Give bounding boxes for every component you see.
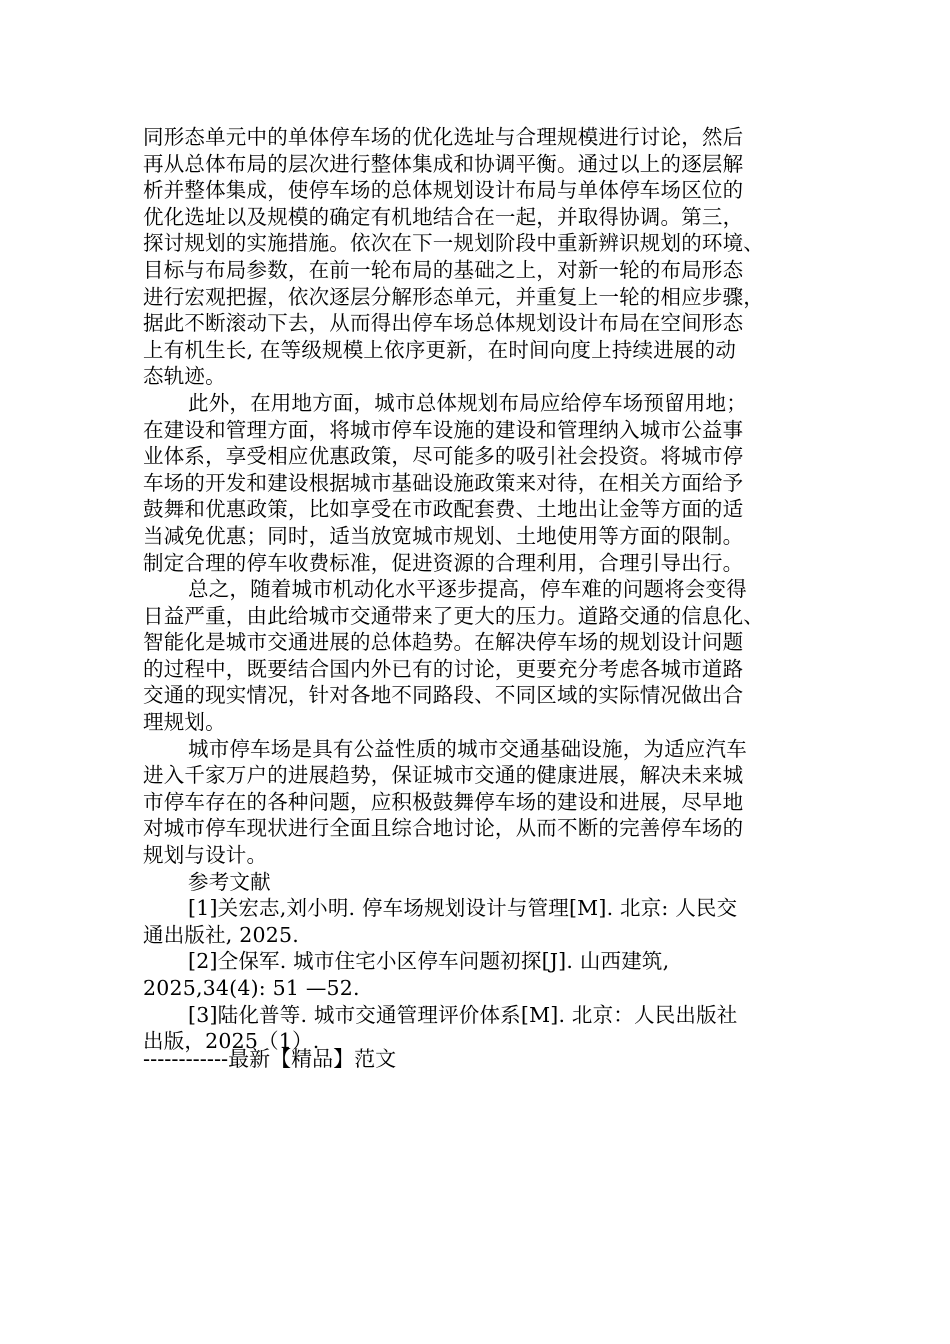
text-line: 析并整体集成，使停车场的总体规划设计布局与单体停车场区位的 bbox=[143, 178, 744, 203]
text-line: 鼓舞和优惠政策，比如享受在市政配套费、土地出让金等方面的适 bbox=[143, 497, 744, 522]
paragraph bbox=[143, 948, 805, 1001]
text-line: 市停车存在的各种问题，应积极鼓舞停车场的建设和进展，尽早地 bbox=[143, 789, 744, 814]
text-line: 在建设和管理方面，将城市停车设施的建设和管理纳入城市公益事 bbox=[143, 417, 744, 442]
document-body bbox=[143, 124, 805, 1055]
text-line: 探讨规划的实施措施。依次在下一规划阶段中重新辨识规划的环境、 bbox=[143, 231, 764, 256]
text-line: 目标与布局参数，在前一轮布局的基础之上，对新一轮的布局形态 bbox=[143, 257, 744, 282]
text-line: 上有机生长, 在等级规模上依序更新，在时间向度上持续进展的动 bbox=[143, 337, 737, 362]
text-line: 总之，随着城市机动化水平逐步提高，停车难的问题将会变得 bbox=[188, 577, 747, 602]
text-line: 的过程中，既要结合国内外已有的讨论，更要充分考虑各城市道路 bbox=[143, 656, 744, 681]
text-line: 规划与设计。 bbox=[143, 843, 268, 868]
footer-text: ------------最新【精品】范文 bbox=[143, 1047, 397, 1071]
text-line: 城市停车场是具有公益性质的城市交通基础设施，为适应汽车 bbox=[188, 736, 747, 761]
text-line: 优化选址以及规模的确定有机地结合在一起，并取得协调。第三， bbox=[143, 204, 744, 229]
text-line: 态轨迹。 bbox=[143, 364, 226, 389]
text-line: 再从总体布局的层次进行整体集成和协调平衡。通过以上的逐层解 bbox=[143, 151, 744, 176]
text-line: 2025,34(4): 51 —52. bbox=[143, 976, 360, 1000]
text-line: 此外，在用地方面，城市总体规划布局应给停车场预留用地； bbox=[188, 390, 747, 415]
text-line: 进行宏观把握，依次逐层分解形态单元，并重复上一轮的相应步骤， bbox=[143, 284, 764, 309]
text-line: 进入千家万户的进展趋势，保证城市交通的健康进展，解决未来城 bbox=[143, 763, 744, 788]
text-line: 出版，2025（1）. bbox=[143, 1029, 320, 1054]
text-line: [1]关宏志,刘小明. 停车场规划设计与管理[M]. 北京: 人民交 bbox=[188, 896, 738, 921]
paragraph bbox=[143, 895, 805, 948]
text-line: 当减免优惠；同时，适当放宽城市规划、土地使用等方面的限制。 bbox=[143, 523, 744, 548]
text-line: 参考文献 bbox=[188, 869, 271, 894]
paragraph bbox=[143, 390, 805, 576]
paragraph bbox=[143, 124, 805, 390]
text-line: 智能化是城市交通进展的总体趋势。在解决停车场的规划设计问题 bbox=[143, 630, 744, 655]
text-line: 同形态单元中的单体停车场的优化选址与合理规模进行讨论，然后 bbox=[143, 125, 744, 149]
text-line: [2]仝保军. 城市住宅小区停车问题初探[J]. 山西建筑, bbox=[188, 949, 670, 974]
text-line: [3]陆化普等. 城市交通管理评价体系[M]. 北京：人民出版社 bbox=[188, 1002, 738, 1027]
text-line: 车场的开发和建设根据城市基础设施政策来对待，在相关方面给予 bbox=[143, 470, 744, 495]
text-line: 交通的现实情况，针对各地不同路段、不同区域的实际情况做出合 bbox=[143, 683, 744, 708]
text-line: 日益严重，由此给城市交通带来了更大的压力。道路交通的信息化、 bbox=[143, 603, 764, 628]
text-line: 对城市停车现状进行全面且综合地讨论，从而不断的完善停车场的 bbox=[143, 816, 744, 841]
paragraph bbox=[143, 576, 805, 736]
paragraph bbox=[143, 869, 805, 896]
paragraph bbox=[143, 736, 805, 869]
text-line: 制定合理的停车收费标准，促进资源的合理利用，合理引导出行。 bbox=[143, 550, 744, 575]
text-line: 业体系，享受相应优惠政策，尽可能多的吸引社会投资。将城市停 bbox=[143, 444, 744, 469]
text-line: 据此不断滚动下去，从而得出停车场总体规划设计布局在空间形态 bbox=[143, 311, 744, 336]
text-line: 理规划。 bbox=[143, 710, 226, 735]
text-line: 通出版社, 2025. bbox=[143, 922, 299, 947]
